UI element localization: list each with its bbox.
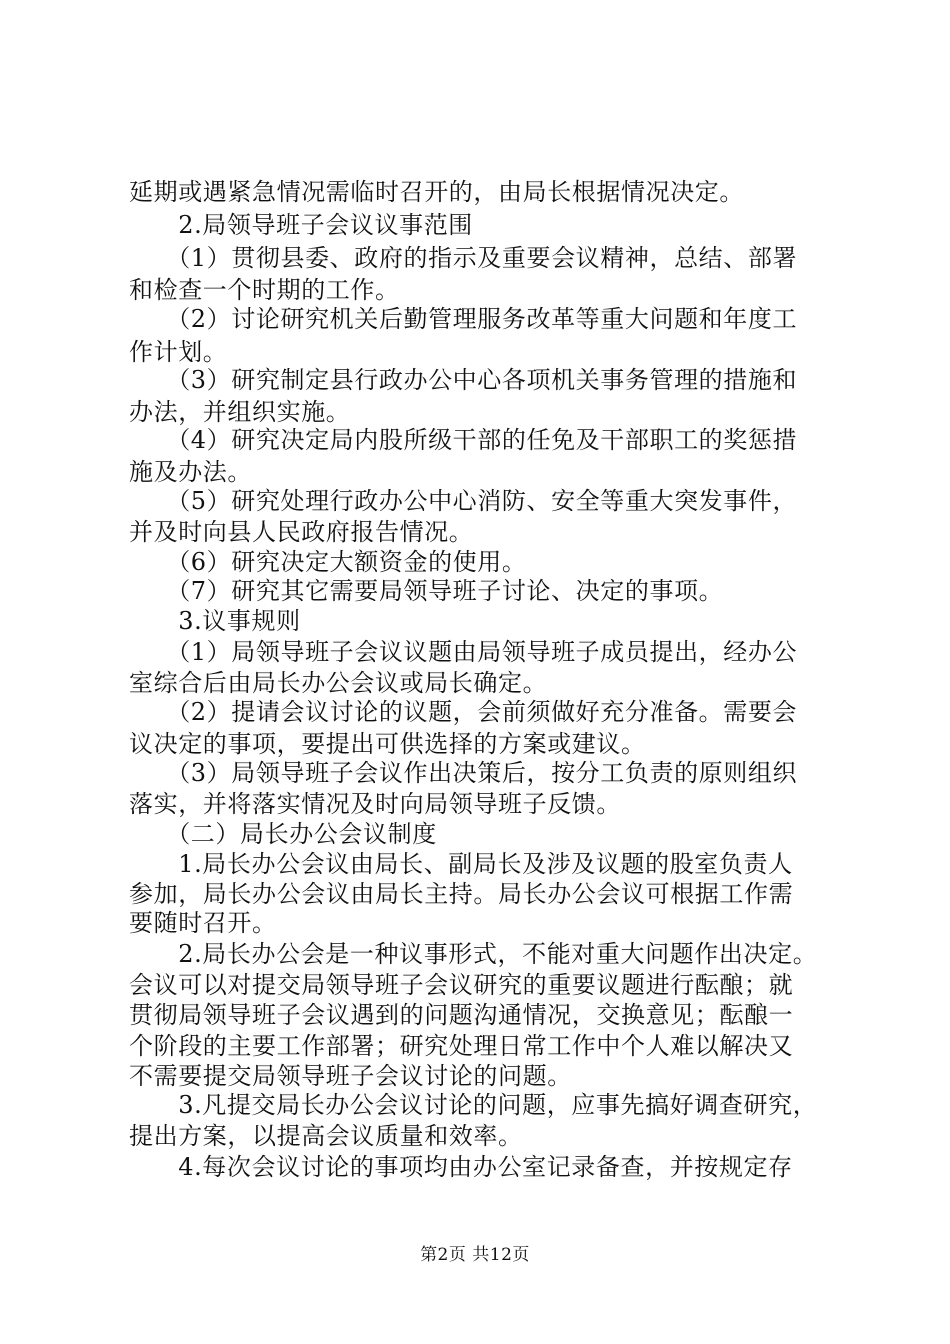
list-item-line: （4）研究决定局内股所级干部的任免及干部职工的奖惩措 bbox=[129, 426, 798, 454]
list-item-line: （3）研究制定县行政办公中心各项机关事务管理的措施和 bbox=[129, 366, 798, 394]
body-text-line: 个阶段的主要工作部署；研究处理日常工作中个人难以解决又 bbox=[129, 1032, 794, 1060]
list-item-line: （5）研究处理行政办公中心消防、安全等重大突发事件， bbox=[129, 487, 798, 515]
list-item-line: （1）局领导班子会议议题由局领导班子成员提出，经办公 bbox=[129, 638, 798, 666]
body-text-line: 作计划。 bbox=[129, 338, 228, 366]
list-item-line: （7）研究其它需要局领导班子讨论、决定的事项。 bbox=[129, 577, 724, 605]
body-text-line: 议决定的事项，要提出可供选择的方案或建议。 bbox=[129, 730, 646, 758]
body-text-line: 1.局长办公会议由局长、副局长及涉及议题的股室负责人 bbox=[129, 850, 793, 878]
list-item-line: （1）贯彻县委、政府的指示及重要会议精神，总结、部署 bbox=[129, 244, 798, 272]
section-heading: 2.局领导班子会议议事范围 bbox=[129, 211, 473, 239]
body-text-line: 4.每次会议讨论的事项均由办公室记录备查，并按规定存 bbox=[129, 1153, 793, 1181]
body-text-line: 施及办法。 bbox=[129, 458, 252, 486]
body-text-line: 不需要提交局领导班子会议讨论的问题。 bbox=[129, 1062, 572, 1090]
list-item-line: （6）研究决定大额资金的使用。 bbox=[129, 548, 527, 576]
section-heading: （二）局长办公会议制度 bbox=[129, 820, 437, 848]
page-number-footer: 第2页 共12页 bbox=[420, 1245, 530, 1265]
body-text-line: 和检查一个时期的工作。 bbox=[129, 276, 400, 304]
list-item-line: （2）讨论研究机关后勤管理服务改革等重大问题和年度工 bbox=[129, 305, 798, 333]
body-text-line: 室综合后由局长办公会议或局长确定。 bbox=[129, 669, 548, 697]
body-text-line: 会议可以对提交局领导班子会议研究的重要议题进行酝酿；就 bbox=[129, 971, 794, 999]
body-text-line: 延期或遇紧急情况需临时召开的，由局长根据情况决定。 bbox=[129, 178, 744, 206]
list-item-line: （3）局领导班子会议作出决策后，按分工负责的原则组织 bbox=[129, 759, 798, 787]
body-text-line: 提出方案，以提高会议质量和效率。 bbox=[129, 1122, 523, 1150]
body-text-line: 并及时向县人民政府报告情况。 bbox=[129, 518, 474, 546]
body-text-line: 2.局长办公会是一种议事形式，不能对重大问题作出决定。 bbox=[129, 940, 818, 968]
body-text-line: 贯彻局领导班子会议遇到的问题沟通情况，交换意见；酝酿一 bbox=[129, 1001, 794, 1029]
body-text-line: 参加，局长办公会议由局长主持。局长办公会议可根据工作需 bbox=[129, 880, 794, 908]
body-text-line: 3.凡提交局长办公会议讨论的问题，应事先搞好调查研究， bbox=[129, 1091, 818, 1119]
section-heading: 3.议事规则 bbox=[129, 607, 301, 635]
body-text-line: 要随时召开。 bbox=[129, 909, 277, 937]
list-item-line: （2）提请会议讨论的议题，会前须做好充分准备。需要会 bbox=[129, 698, 798, 726]
body-text-line: 落实，并将落实情况及时向局领导班子反馈。 bbox=[129, 790, 621, 818]
body-text-line: 办法，并组织实施。 bbox=[129, 398, 351, 426]
